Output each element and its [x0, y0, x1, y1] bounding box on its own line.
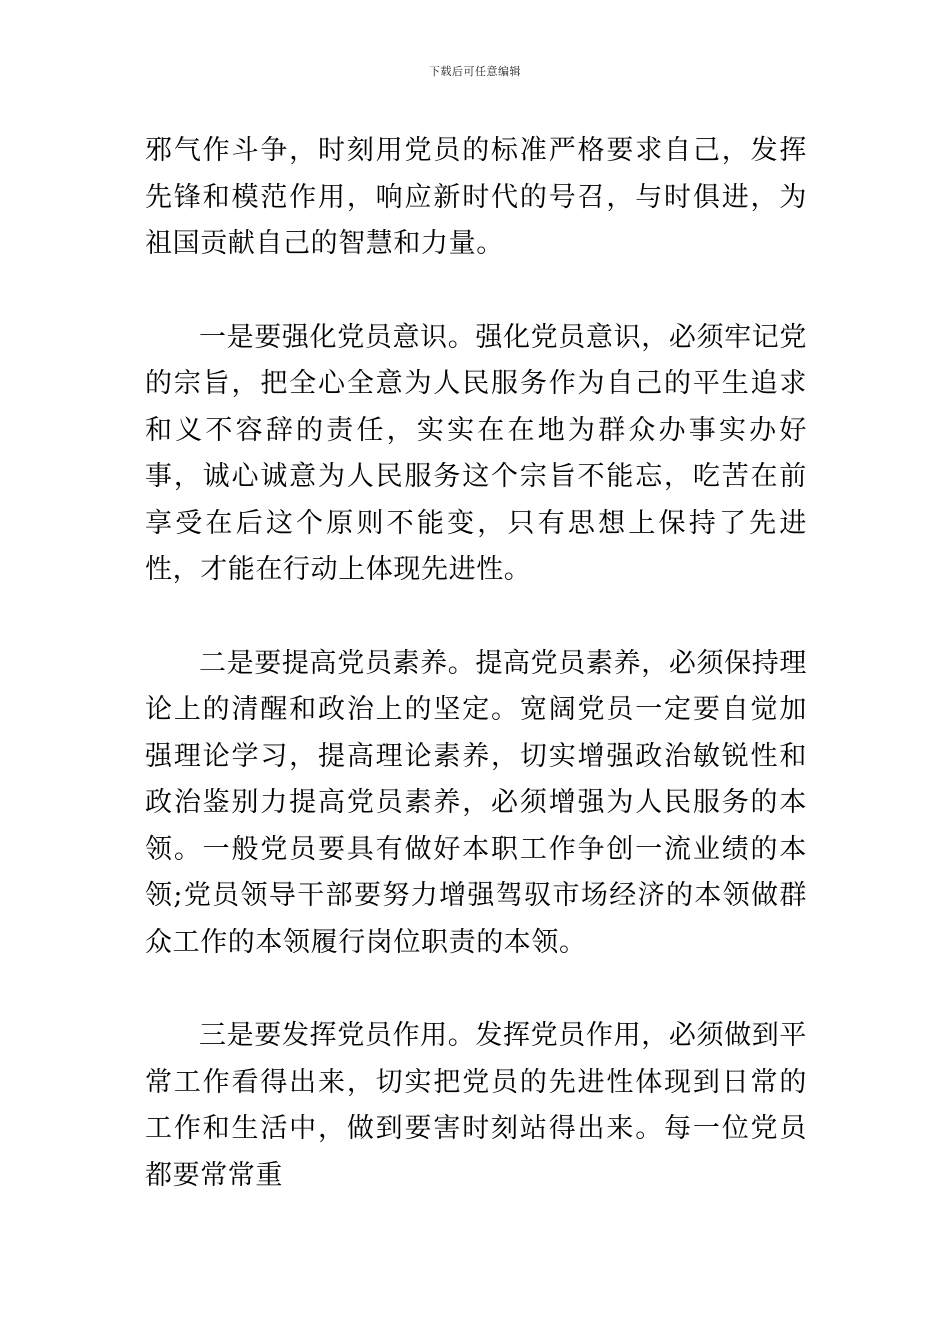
- paragraph-party-literacy: 二是要提高党员素养。提高党员素养，必须保持理论上的清醒和政治上的坚定。宽阔党员一定要自觉加强理论学习，提高理论素养，切实增强政治敏锐性和政治鉴别力提高党员素养，必须增强为人民服务的本领。一般党员要具有做好本职工作争创一流业绩的本领;党员领导干部要努力增强驾驭市场经济的本领做群众工作的本领履行岗位职责的本领。: [145, 647, 807, 958]
- paragraph-party-role: 三是要发挥党员作用。发挥党员作用，必须做到平常工作看得出来，切实把党员的先进性体现到日常的工作和生活中，做到要害时刻站得出来。每一位党员都要常常重: [145, 1020, 807, 1191]
- page-header: 下载后可任意编辑: [429, 65, 521, 78]
- document-body: [145, 128, 807, 1199]
- paragraph-party-awareness: 一是要强化党员意识。强化党员意识，必须牢记党的宗旨，把全心全意为人民服务作为自己的平生追求和义不容辞的责任，实实在在地为群众办事实办好事，诚心诚意为人民服务这个宗旨不能忘，吃苦在前享受在后这个原则不能变，只有思想上保持了先进性，才能在行动上体现先进性。: [145, 321, 807, 585]
- paragraph-continuation: 邪气作斗争，时刻用党员的标准严格要求自己，发挥先锋和模范作用，响应新时代的号召，与时俱进，为祖国贡献自己的智慧和力量。: [145, 135, 807, 259]
